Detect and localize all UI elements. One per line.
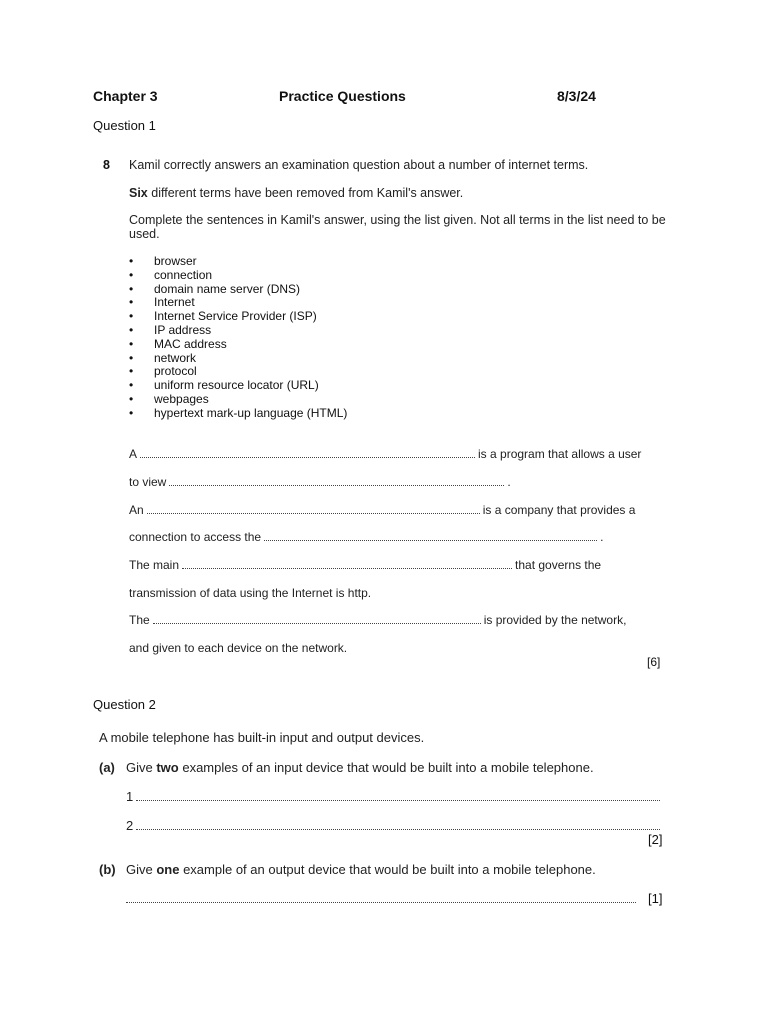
- q1-marks: [6]: [647, 655, 661, 669]
- chapter-title: Chapter 3: [93, 88, 158, 104]
- q1-instruction-1: [129, 186, 463, 200]
- list-item: • hypertext mark-up language (HTML): [118, 407, 347, 421]
- answer-blank[interactable]: [136, 790, 660, 801]
- list-item: • network: [118, 352, 347, 366]
- sentence-5: [129, 558, 601, 572]
- list-item: • IP address: [118, 324, 347, 338]
- list-item: • domain name server (DNS): [118, 283, 347, 297]
- sentence-4: [129, 530, 603, 544]
- date: 8/3/24: [557, 88, 596, 104]
- question-text: Give: [126, 760, 157, 775]
- list-item: • browser: [118, 255, 347, 269]
- page-title: Practice Questions: [279, 88, 406, 104]
- answer-blank[interactable]: [182, 558, 512, 569]
- q2-part-b-question: [126, 862, 596, 877]
- q1-six-bold: Six: [129, 186, 148, 200]
- answer-line-1: [126, 789, 663, 804]
- q2b-marks: [1]: [648, 891, 663, 906]
- list-item: • connection: [118, 269, 347, 283]
- sentence-2: [129, 475, 511, 489]
- answer-blank[interactable]: [140, 447, 475, 458]
- answer-number: 2: [126, 818, 134, 833]
- q1-instruction-1-rest: different terms have been removed from Kamil's answer.: [147, 186, 464, 200]
- q1-intro: Kamil correctly answers an examination question about a number of internet terms.: [129, 158, 589, 172]
- part-label: (a): [99, 760, 115, 775]
- list-item: • webpages: [118, 393, 347, 407]
- sentence-8: and given to each device on the network.: [129, 641, 348, 655]
- sentence-text: is a program that allows a user: [478, 447, 642, 461]
- answer-blank[interactable]: [264, 530, 597, 541]
- sentence-text: to view: [129, 475, 167, 489]
- question-1-label: Question 1: [93, 118, 156, 133]
- sentence-3: [129, 503, 635, 517]
- question-number: 8: [103, 158, 110, 172]
- answer-blank[interactable]: [147, 503, 480, 514]
- list-item: • uniform resource locator (URL): [118, 379, 347, 393]
- sentence-text: connection to access the: [129, 530, 262, 544]
- sentence-text: The: [129, 613, 150, 627]
- question-text: examples of an input device that would be built into a mobile telephone.: [178, 760, 594, 775]
- answer-blank[interactable]: [136, 819, 660, 830]
- q2-part-a-question: [126, 760, 594, 775]
- q2-part-b-label: [99, 862, 116, 877]
- sentence-7: [129, 613, 626, 627]
- question-text: Give: [126, 862, 157, 877]
- answer-blank[interactable]: [126, 892, 636, 903]
- question-bold: one: [156, 862, 180, 877]
- answer-line-2: [126, 818, 663, 833]
- q1-instruction-2b: used.: [129, 227, 160, 241]
- answer-blank[interactable]: [169, 475, 504, 486]
- terms-list: [118, 255, 347, 421]
- sentence-text: A: [129, 447, 138, 461]
- sentence-text: is provided by the network,: [483, 613, 627, 627]
- question-text: example of an output device that would be built into a mobile telephone.: [179, 862, 596, 877]
- sentence-text: is a company that provides a: [482, 503, 636, 517]
- question-2-label: Question 2: [93, 697, 156, 712]
- sentence-text: An: [129, 503, 144, 517]
- answer-blank[interactable]: [153, 613, 481, 624]
- sentence-text: .: [600, 530, 604, 544]
- list-item: • Internet Service Provider (ISP): [118, 310, 347, 324]
- sentence-text: that governs the: [515, 558, 602, 572]
- sentence-1: [129, 447, 641, 461]
- q2-part-a-label: [99, 760, 115, 775]
- answer-number: 1: [126, 789, 134, 804]
- part-label: (b): [99, 862, 116, 877]
- q2-intro: A mobile telephone has built-in input and output devices.: [99, 730, 425, 745]
- answer-line-b: [126, 891, 639, 906]
- list-item: • MAC address: [118, 338, 347, 352]
- question-bold: two: [156, 760, 179, 775]
- sentence-text: .: [507, 475, 511, 489]
- sentence-6: transmission of data using the Internet is http.: [129, 586, 372, 600]
- list-item: • protocol: [118, 365, 347, 379]
- list-item: • Internet: [118, 296, 347, 310]
- sentence-text: The main: [129, 558, 180, 572]
- q2a-marks: [2]: [648, 832, 663, 847]
- q1-instruction-2a: Complete the sentences in Kamil's answer, using the list given. Not all terms in the list need to be: [129, 213, 666, 227]
